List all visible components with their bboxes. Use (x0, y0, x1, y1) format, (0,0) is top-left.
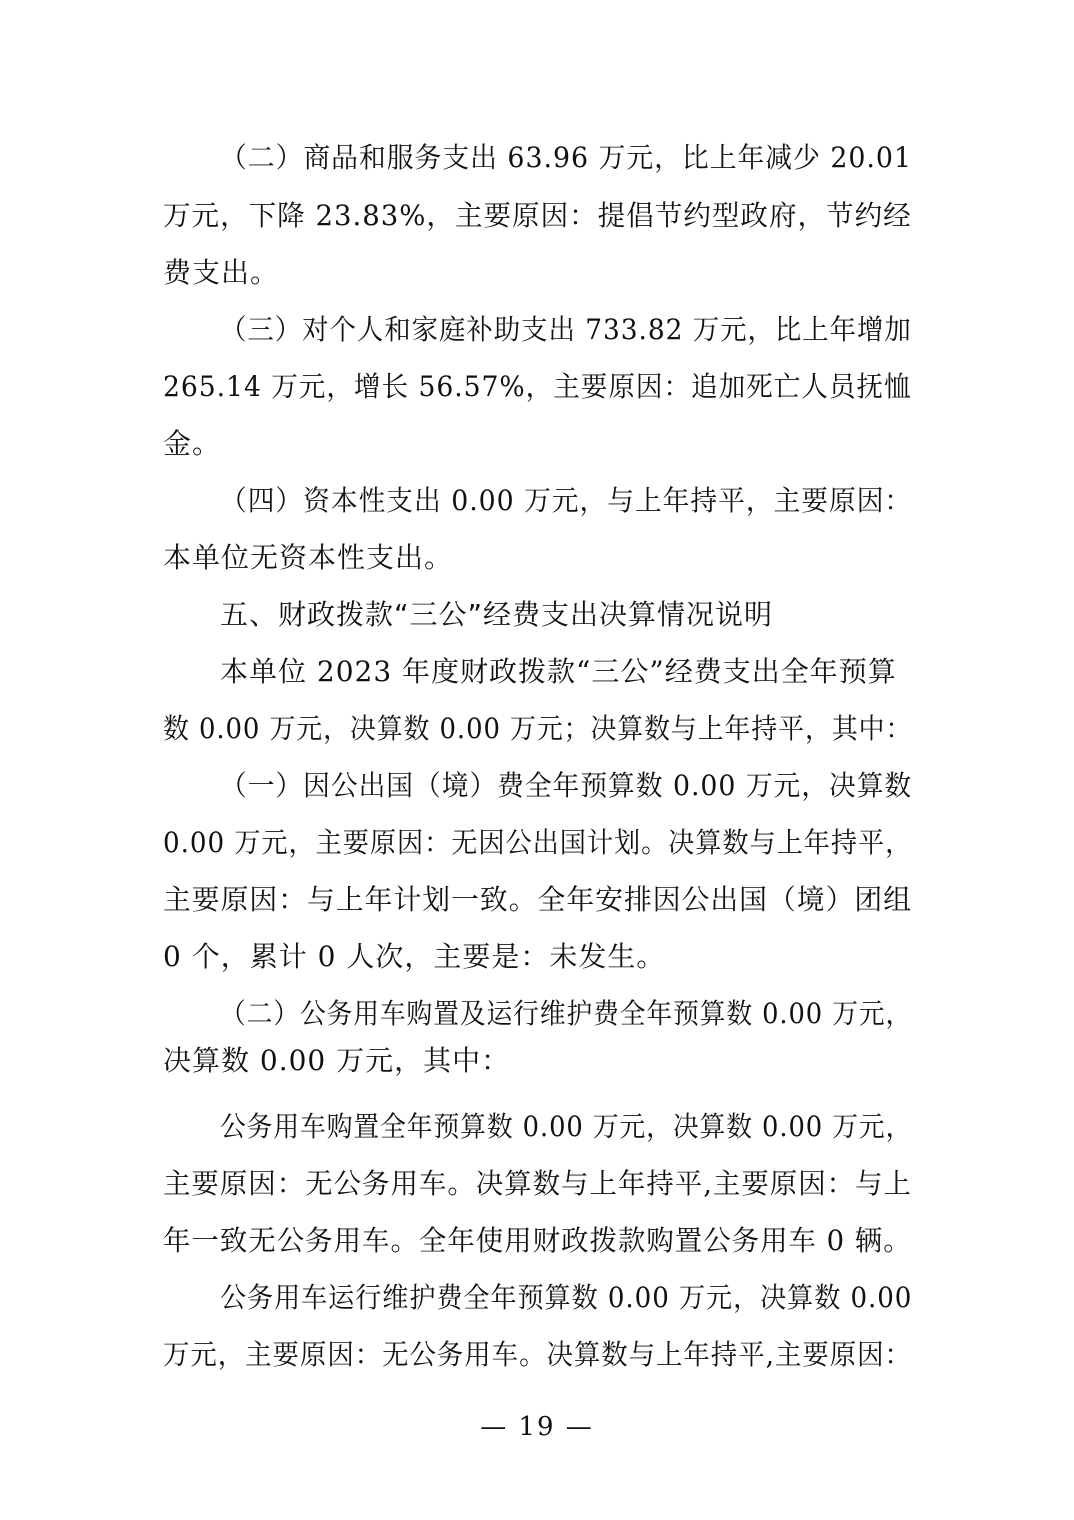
paragraph-line (0, 880, 1074, 920)
page-number: — 19 — (480, 1412, 594, 1442)
paragraph-line (0, 138, 1074, 178)
text-line: （二）公务用车购置及运行维护费全年预算数 0.00 万元， (220, 997, 913, 1030)
text-line: 公务用车运行维护费全年预算数 0.00 万元，决算数 0.00 (220, 1281, 913, 1314)
text-line: 决算数 0.00 万元，其中： (163, 1044, 511, 1077)
paragraph-line (0, 1164, 1074, 1204)
text-line: 公务用车购置全年预算数 0.00 万元，决算数 0.00 万元， (220, 1110, 913, 1143)
text-line: （三）对个人和家庭补助支出 733.82 万元，比上年增加 (220, 313, 912, 346)
text-line: 年一致无公务用车。全年使用财政拨款购置公务用车 0 辆。 (163, 1224, 912, 1257)
text-line: 主要原因：无公务用车。决算数与上年持平,主要原因：与上 (163, 1167, 912, 1200)
text-line: 0 个，累计 0 人次，主要是：未发生。 (163, 940, 666, 973)
text-line: 数 0.00 万元，决算数 0.00 万元；决算数与上年持平，其中： (163, 712, 913, 745)
paragraph-line (0, 823, 1074, 863)
paragraph-line (0, 424, 1074, 464)
text-line: 主要原因：与上年计划一致。全年安排因公出国（境）团组 (163, 883, 913, 916)
paragraph-line (0, 994, 1074, 1034)
paragraph-line (0, 1335, 1074, 1375)
text-line: 本单位无资本性支出。 (163, 541, 454, 574)
section-heading (0, 595, 1074, 635)
paragraph-line (0, 196, 1074, 236)
text-line: 265.14 万元，增长 56.57%，主要原因：追加死亡人员抚恤 (163, 370, 912, 403)
paragraph-line (0, 1107, 1074, 1147)
paragraph-line (0, 937, 1074, 977)
paragraph-line (0, 766, 1074, 806)
text-line: 费支出。 (163, 256, 280, 289)
paragraph-line (0, 1041, 1074, 1081)
text-line: 金。 (163, 427, 222, 460)
paragraph-line (0, 709, 1074, 749)
paragraph-line (0, 310, 1074, 350)
paragraph-line (0, 1221, 1074, 1261)
text-line: （一）因公出国（境）费全年预算数 0.00 万元，决算数 (220, 769, 913, 802)
paragraph-line (0, 652, 1074, 692)
paragraph-line (0, 1278, 1074, 1318)
text-line: （四）资本性支出 0.00 万元，与上年持平，主要原因： (220, 484, 913, 517)
text-line: 本单位 2023 年度财政拨款“三公”经费支出全年预算 (220, 655, 897, 688)
text-line: 万元，主要原因：无公务用车。决算数与上年持平,主要原因： (163, 1338, 912, 1371)
paragraph-line (0, 538, 1074, 578)
text-line: 0.00 万元，主要原因：无因公出国计划。决算数与上年持平， (163, 826, 913, 859)
section-heading-text: 五、财政拨款“三公”经费支出决算情况说明 (220, 598, 774, 631)
paragraph-line (0, 481, 1074, 521)
text-line: 万元，下降 23.83%，主要原因：提倡节约型政府，节约经 (163, 199, 912, 232)
paragraph-line (0, 253, 1074, 293)
paragraph-line (0, 367, 1074, 407)
text-line: （二）商品和服务支出 63.96 万元，比上年减少 20.01 (220, 141, 912, 174)
